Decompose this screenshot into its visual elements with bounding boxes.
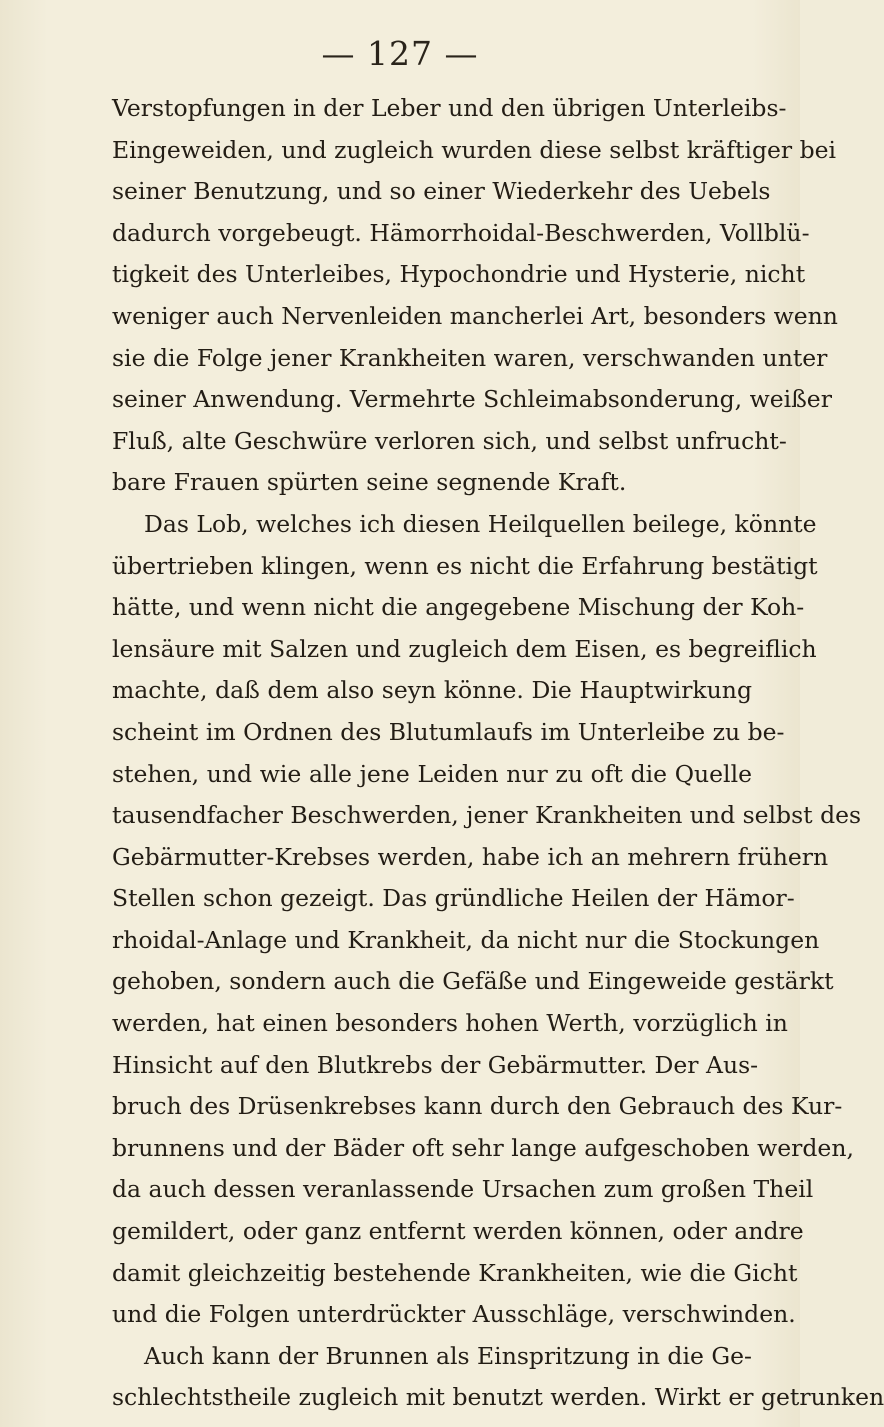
text-line: schlechtstheile zugleich mit benutzt werden. Wirkt er getrunken <box>112 1383 884 1412</box>
text-line: Auch kann der Brunnen als Einspritzung in die Ge- <box>144 1341 752 1370</box>
text-line: und die Folgen unterdrückter Ausschläge, verschwinden. <box>112 1300 796 1329</box>
text-line: Hinsicht auf den Blutkrebs der Gebärmutter. Der Aus- <box>112 1050 759 1079</box>
text-line: Gebärmutter-Krebses werden, habe ich an mehrern frühern <box>112 842 829 871</box>
text-line: machte, daß dem also seyn könne. Die Hauptwirkung <box>112 676 752 705</box>
text-line: weniger auch Nervenleiden mancherlei Art, besonders wenn <box>112 301 838 330</box>
text-line: übertrieben klingen, wenn es nicht die Erfahrung bestätigt <box>112 551 818 580</box>
text-line: Das Lob, welches ich diesen Heilquellen beilege, könnte <box>144 509 817 538</box>
text-line: Fluß, alte Geschwüre verloren sich, und selbst unfrucht- <box>112 426 787 455</box>
text-line: tausendfacher Beschwerden, jener Krankheiten und selbst des <box>112 801 862 830</box>
text-line: tigkeit des Unterleibes, Hypochondrie und Hysterie, nicht <box>112 260 806 289</box>
text-line: bruch des Drüsenkrebses kann durch den Gebrauch des Kur- <box>112 1092 843 1121</box>
text-line: Verstopfungen in der Leber und den übrigen Unterleibs- <box>112 94 787 122</box>
text-line: brunnens und der Bäder oft sehr lange aufgeschoben werden, <box>112 1133 854 1162</box>
text-line: stehen, und wie alle jene Leiden nur zu oft die Quelle <box>112 759 752 788</box>
page-number-header: — 127 — <box>321 34 479 73</box>
text-line: damit gleichzeitig bestehende Krankheiten, wie die Gicht <box>112 1258 798 1287</box>
text-line: hätte, und wenn nicht die angegebene Mischung der Koh- <box>112 593 805 622</box>
body-text <box>112 88 884 1419</box>
text-line: werden, hat einen besonders hohen Werth, vorzüglich in <box>112 1009 788 1038</box>
text-line: seiner Benutzung, und so einer Wiederkehr des Uebels <box>112 177 771 206</box>
text-line: dadurch vorgebeugt. Hämorrhoidal-Beschwerden, Vollblü- <box>112 218 810 247</box>
text-line: Eingeweiden, und zugleich wurden diese selbst kräftiger bei <box>112 135 837 164</box>
text-line: sie die Folge jener Krankheiten waren, verschwanden unter <box>112 343 828 372</box>
text-line: scheint im Ordnen des Blutumlaufs im Unterleibe zu be- <box>112 717 785 746</box>
text-line: rhoidal-Anlage und Krankheit, da nicht nur die Stockungen <box>112 925 820 954</box>
text-line: lensäure mit Salzen und zugleich dem Eisen, es begreiflich <box>112 634 817 663</box>
text-line: da auch dessen veranlassende Ursachen zum großen Theil <box>112 1175 814 1204</box>
text-line: seiner Anwendung. Vermehrte Schleimabsonderung, weißer <box>112 385 832 414</box>
text-line: Stellen schon gezeigt. Das gründliche Heilen der Hämor- <box>112 884 795 913</box>
text-line: bare Frauen spürten seine segnende Kraft. <box>112 468 627 497</box>
text-line: gemildert, oder ganz entfernt werden können, oder andre <box>112 1217 804 1246</box>
text-line: gehoben, sondern auch die Gefäße und Eingeweide gestärkt <box>112 967 834 996</box>
